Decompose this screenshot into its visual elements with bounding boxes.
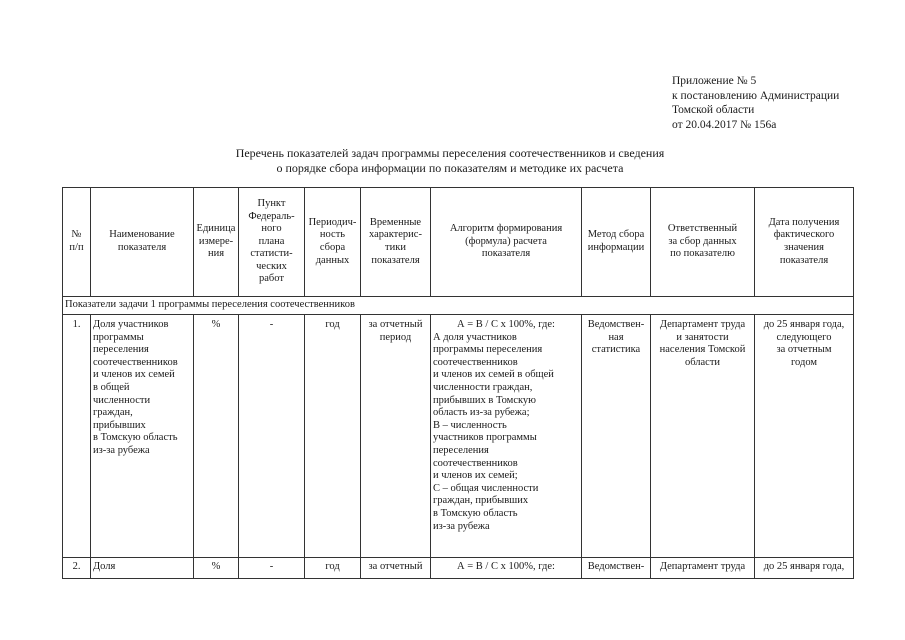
cell-responsible: Департамент труда — [651, 558, 755, 579]
section-title: Показатели задачи 1 программы переселения соотечественников — [63, 297, 854, 315]
header-cell-time: Временные характерис- тики показателя — [361, 188, 431, 297]
cell-formula — [431, 558, 582, 579]
cell-plan: - — [239, 558, 305, 579]
cell-responsible: Департамент труда и занятости населения Томской области — [651, 315, 755, 558]
cell-unit: % — [194, 558, 239, 579]
formula-head: А = В / С х 100%, где: — [457, 319, 555, 330]
document-title — [100, 146, 800, 176]
table-row — [63, 558, 854, 579]
appendix-line: Приложение № 5 — [672, 75, 757, 87]
appendix-line: к постановлению Администрации — [672, 89, 840, 102]
cell-plan: - — [239, 315, 305, 558]
section-row — [63, 297, 854, 315]
appendix-line: от 20.04.2017 № 156а — [672, 118, 777, 131]
header-row — [63, 188, 854, 297]
formula-head: А = В / С х 100%, где: — [457, 561, 555, 572]
cell-date: до 25 января года, следующего за отчетным годом — [755, 315, 854, 558]
header-cell-num: № п/п — [63, 188, 91, 297]
cell-formula — [431, 315, 582, 558]
cell-name: Доля — [91, 558, 194, 579]
cell-time: за отчетный — [361, 558, 431, 579]
cell-method: Ведомствен- ная статистика — [582, 315, 651, 558]
indicators-table — [62, 187, 854, 579]
cell-time: за отчетный период — [361, 315, 431, 558]
cell-unit: % — [194, 315, 239, 558]
header-cell-period: Периодич- ность сбора данных — [305, 188, 361, 297]
header-cell-date: Дата получения фактического значения показателя — [755, 188, 854, 297]
header-cell-plan: Пункт Федераль- ного плана статисти- ческих работ — [239, 188, 305, 297]
cell-method: Ведомствен- — [582, 558, 651, 579]
appendix-header — [672, 74, 839, 132]
cell-period: год — [305, 315, 361, 558]
cell-num: 2. — [63, 558, 91, 579]
cell-date: до 25 января года, — [755, 558, 854, 579]
cell-period: год — [305, 558, 361, 579]
header-cell-name: Наименование показателя — [91, 188, 194, 297]
cell-num: 1. — [63, 315, 91, 558]
header-cell-responsible: Ответственный за сбор данных по показателю — [651, 188, 755, 297]
header-cell-unit: Единица измере- ния — [194, 188, 239, 297]
title-line: о порядке сбора информации по показателям и методике их расчета — [276, 161, 624, 175]
title-line: Перечень показателей задач программы переселения соотечественников и сведения — [235, 146, 665, 160]
header-cell-method: Метод сбора информации — [582, 188, 651, 297]
appendix-line: Томской области — [672, 104, 755, 116]
cell-name: Доля участников программы переселения соотечественников и членов их семей в общей численности граждан, прибывших в Томскую область из-за рубежа — [91, 315, 194, 558]
formula-body: А доля участников программы переселения соотечественников и членов их семей в общей численности граждан, прибывших в Томскую область из-за рубежа; В – численность участников программы переселения соотечественников и членов их семей; С – общая численности граждан, прибывших в Томскую область из-за рубежа — [433, 331, 554, 532]
table-row — [63, 315, 854, 558]
header-cell-formula: Алгоритм формирования (формула) расчета показателя — [431, 188, 582, 297]
